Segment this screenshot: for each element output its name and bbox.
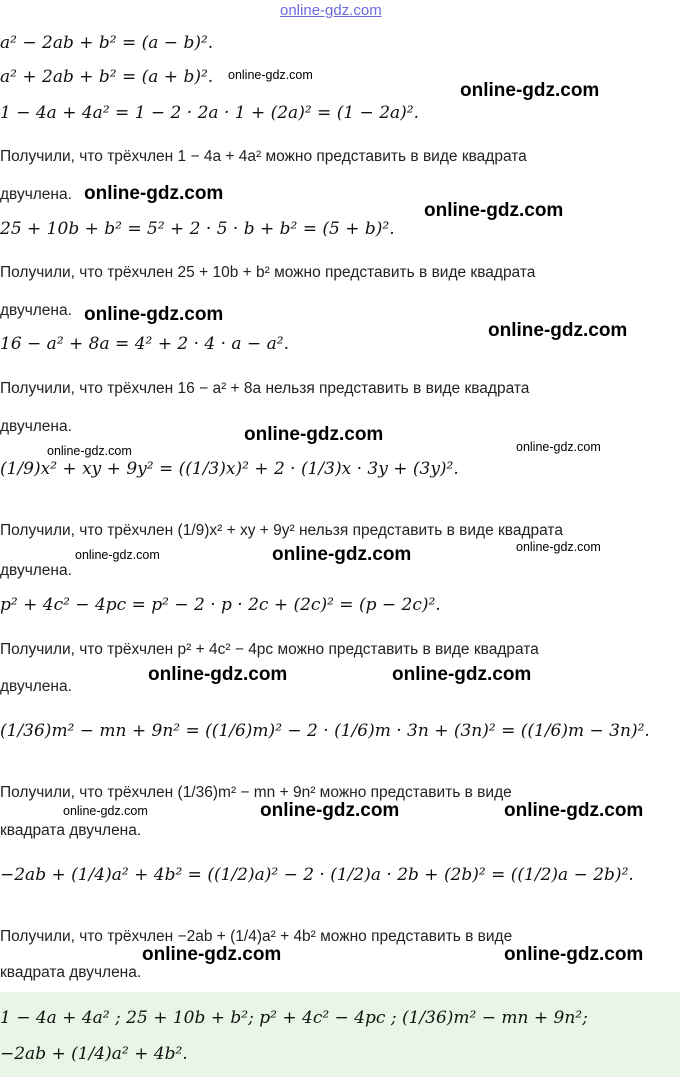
result-text-7a: Получили, что трёхчлен p² + 4c² − 4pc можно представить в виде квадрата xyxy=(0,641,539,658)
answer-line-2: −2ab + (1/4)a² + 4b². xyxy=(0,1044,188,1064)
watermark: online-gdz.com xyxy=(504,800,644,821)
watermark: online-gdz.com xyxy=(460,80,600,101)
watermark: online-gdz.com xyxy=(244,424,384,445)
watermark: online-gdz.com xyxy=(47,444,132,458)
equation-9: −2ab + (1/4)a² + 4b² = ((1/2)a)² − 2 · (1/2)a · 2b + (2b)² = ((1/2)a − 2b)². xyxy=(0,865,634,885)
equation-1: a² − 2ab + b² = (a − b)². xyxy=(0,33,214,53)
equation-2: a² + 2ab + b² = (a + b)². xyxy=(0,67,214,87)
result-text-6a: Получили, что трёхчлен (1/9)x² + xy + 9y² нельзя представить в виде квадрата xyxy=(0,522,563,539)
watermark: online-gdz.com xyxy=(228,68,313,82)
result-text-8b: квадрата двучлена. xyxy=(0,822,142,839)
result-text-5a: Получили, что трёхчлен 16 − a² + 8a нельзя представить в виде квадрата xyxy=(0,380,530,397)
result-text-7b: двучлена. xyxy=(0,678,72,695)
result-text-8a: Получили, что трёхчлен (1/36)m² − mn + 9n² можно представить в виде xyxy=(0,784,512,801)
watermark: online-gdz.com xyxy=(488,320,628,341)
watermark: online-gdz.com xyxy=(148,664,288,685)
equation-4: 25 + 10b + b² = 5² + 2 · 5 · b + b² = (5 + b)². xyxy=(0,219,395,239)
result-text-5b: двучлена. xyxy=(0,418,72,435)
watermark: online-gdz.com xyxy=(272,544,412,565)
watermark-top: online-gdz.com xyxy=(280,2,382,19)
equation-8: (1/36)m² − mn + 9n² = ((1/6)m)² − 2 · (1/6)m · 3n + (3n)² = ((1/6)m − 3n)². xyxy=(0,721,650,741)
watermark: online-gdz.com xyxy=(63,804,148,818)
result-text-9b: квадрата двучлена. xyxy=(0,964,142,981)
watermark: online-gdz.com xyxy=(84,183,224,204)
watermark: online-gdz.com xyxy=(516,540,601,554)
result-text-6b: двучлена. xyxy=(0,562,72,579)
watermark: online-gdz.com xyxy=(260,800,400,821)
answer-line-1: 1 − 4a + 4a² ; 25 + 10b + b²; p² + 4c² − 4pc ; (1/36)m² − mn + 9n²; xyxy=(0,1008,588,1028)
watermark: online-gdz.com xyxy=(516,440,601,454)
watermark: online-gdz.com xyxy=(84,304,224,325)
watermark: online-gdz.com xyxy=(424,200,564,221)
result-text-9a: Получили, что трёхчлен −2ab + (1/4)a² + 4b² можно представить в виде xyxy=(0,928,513,945)
result-text-3b: двучлена. xyxy=(0,186,72,203)
result-text-4a: Получили, что трёхчлен 25 + 10b + b² можно представить в виде квадрата xyxy=(0,264,536,281)
equation-7: p² + 4c² − 4pc = p² − 2 · p · 2c + (2c)² = (p − 2c)². xyxy=(0,595,441,615)
result-text-3a: Получили, что трёхчлен 1 − 4a + 4a² можно представить в виде квадрата xyxy=(0,148,527,165)
watermark: online-gdz.com xyxy=(392,664,532,685)
result-text-4b: двучлена. xyxy=(0,302,72,319)
equation-3: 1 − 4a + 4a² = 1 − 2 · 2a · 1 + (2a)² = (1 − 2a)². xyxy=(0,103,419,123)
watermark: online-gdz.com xyxy=(142,944,282,965)
equation-5: 16 − a² + 8a = 4² + 2 · 4 · a − a². xyxy=(0,334,289,354)
answer-box xyxy=(0,992,680,1077)
watermark: online-gdz.com xyxy=(504,944,644,965)
equation-6: (1/9)x² + xy + 9y² = ((1/3)x)² + 2 · (1/3)x · 3y + (3y)². xyxy=(0,459,459,479)
watermark: online-gdz.com xyxy=(75,548,160,562)
